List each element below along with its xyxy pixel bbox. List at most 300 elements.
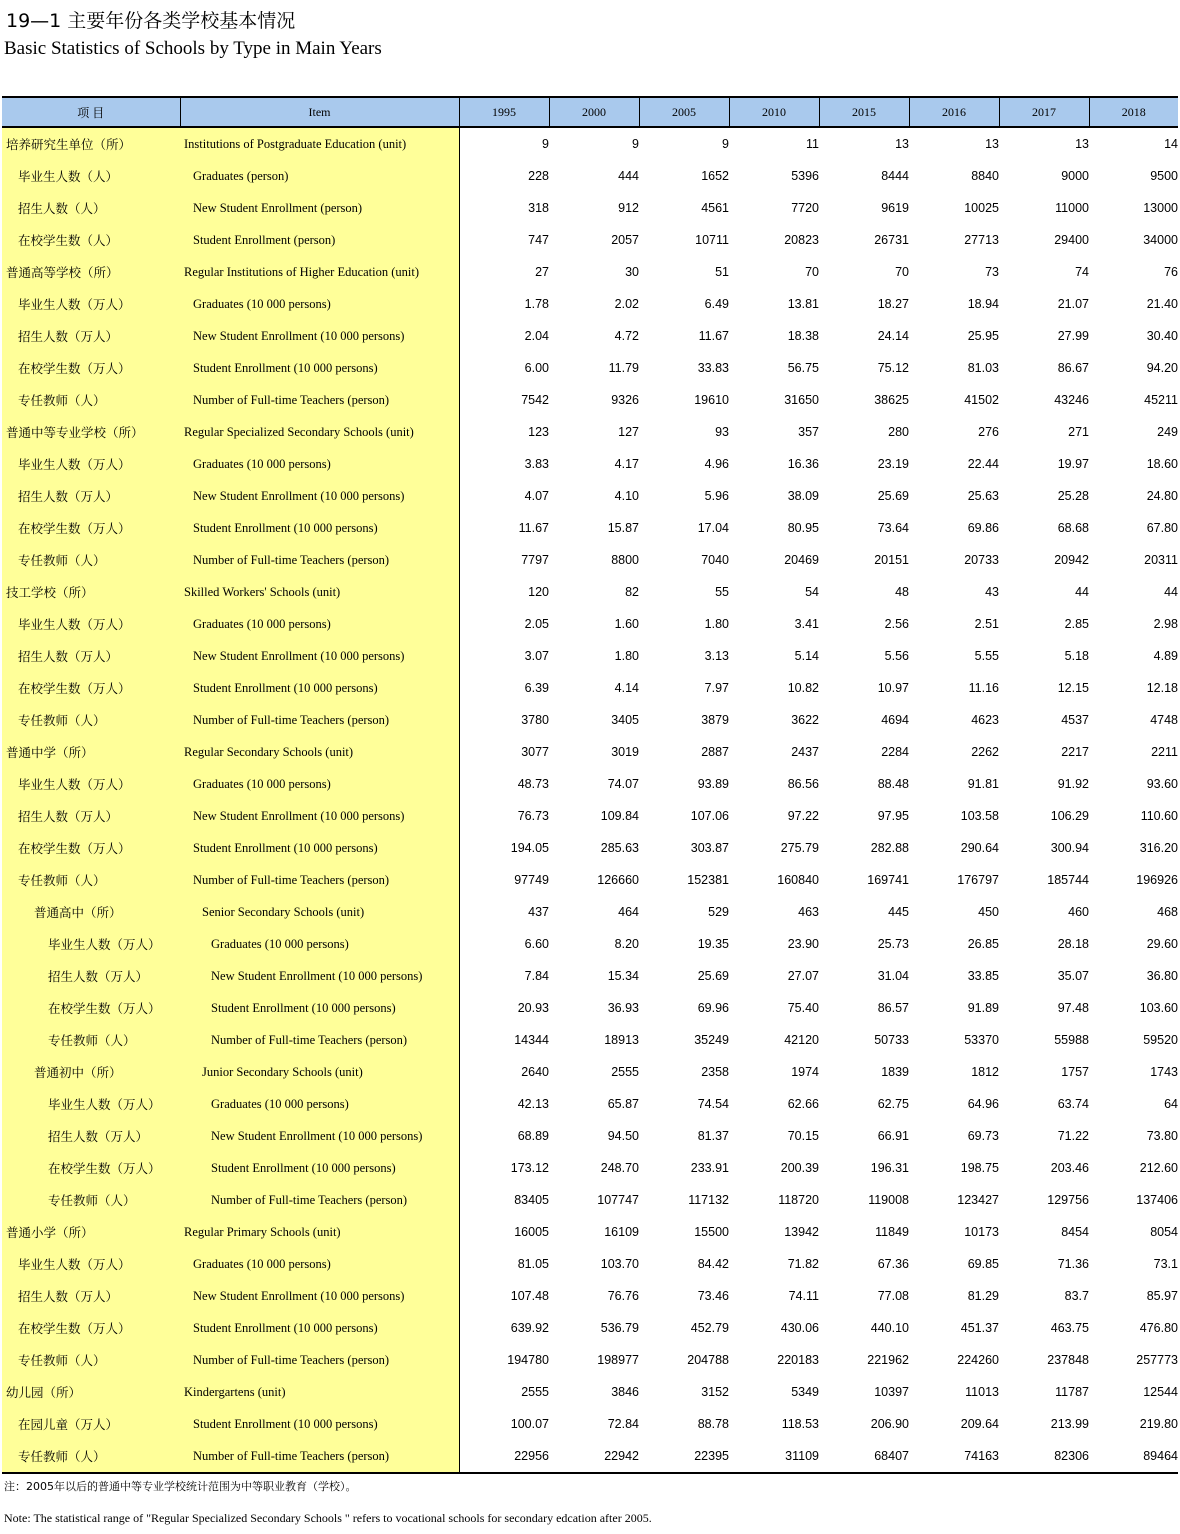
value-cell: 43246: [1054, 393, 1089, 407]
value-cell: 8054: [1150, 1225, 1178, 1239]
value-cell: 31109: [729, 1440, 819, 1473]
value-cell: 198.75: [960, 1161, 999, 1175]
value-cell: 10.82: [787, 681, 819, 695]
table-row: [2, 1184, 1178, 1216]
value-cell: 73.80: [1146, 1129, 1178, 1143]
value-cell: 5349: [791, 1385, 819, 1399]
value-cell: 9619: [881, 201, 909, 215]
value-cell: 10025: [964, 201, 999, 215]
table-row: [2, 864, 1178, 896]
value-cell: 196926: [1136, 873, 1178, 887]
row-label-cn: 专任教师（人）: [2, 704, 180, 736]
value-cell: 28.18: [1057, 937, 1089, 951]
value-cell: 1757: [1061, 1065, 1089, 1079]
value-cell: 21.07: [1057, 297, 1089, 311]
row-label-en: Student Enrollment (10 000 persons): [180, 992, 459, 1024]
value-cell: 4.96: [704, 457, 729, 471]
value-cell: 3879: [701, 713, 729, 727]
value-cell: 2640: [521, 1065, 549, 1079]
value-cell: 285.63: [600, 841, 639, 855]
value-cell: 248.70: [600, 1161, 639, 1175]
value-cell: 42.13: [517, 1097, 549, 1111]
value-cell: 7542: [521, 393, 549, 407]
value-cell: 33.85: [967, 969, 999, 983]
value-cell: 73.64: [877, 521, 909, 535]
value-cell: 8800: [611, 553, 639, 567]
value-cell: 19.35: [697, 937, 729, 951]
value-cell: 18.60: [1146, 457, 1178, 471]
value-cell: 69.85: [967, 1257, 999, 1271]
value-cell: 48: [895, 585, 909, 599]
value-cell: 68407: [819, 1440, 909, 1473]
value-cell: 67.80: [1146, 521, 1178, 535]
value-cell: 13: [895, 137, 909, 151]
value-cell: 5.55: [974, 649, 999, 663]
value-cell: 45211: [1144, 393, 1178, 407]
value-cell: 118720: [778, 1193, 819, 1207]
value-cell: 4623: [971, 713, 999, 727]
value-cell: 23.90: [787, 937, 819, 951]
value-cell: 194780: [507, 1353, 549, 1367]
value-cell: 55: [715, 585, 729, 599]
value-cell: 276: [978, 425, 999, 439]
table-row: [2, 960, 1178, 992]
row-label-en: Student Enrollment (10 000 persons): [180, 512, 459, 544]
value-cell: 6.39: [524, 681, 549, 695]
value-cell: 94.50: [607, 1129, 639, 1143]
value-cell: 233.91: [690, 1161, 729, 1175]
row-label-cn: 普通初中（所）: [2, 1056, 180, 1088]
value-cell: 10397: [874, 1385, 909, 1399]
table-row: [2, 384, 1178, 416]
row-label-cn: 普通高中（所）: [2, 896, 180, 928]
value-cell: 3.83: [524, 457, 549, 471]
value-cell: 27.07: [787, 969, 819, 983]
value-cell: 120: [528, 585, 549, 599]
table-row: [2, 576, 1178, 608]
value-cell: 74: [1075, 265, 1089, 279]
value-cell: 62.66: [787, 1097, 819, 1111]
row-label-en: New Student Enrollment (10 000 persons): [180, 800, 459, 832]
row-label-en: Number of Full-time Teachers (person): [180, 544, 459, 576]
value-cell: 72.84: [607, 1417, 639, 1431]
value-cell: 19610: [694, 393, 729, 407]
row-label-en: Graduates (10 000 persons): [180, 1248, 459, 1280]
value-cell: 84.42: [697, 1257, 729, 1271]
value-cell: 31.04: [877, 969, 909, 983]
value-cell: 5.56: [884, 649, 909, 663]
value-cell: 5396: [791, 169, 819, 183]
value-cell: 20311: [1144, 553, 1178, 567]
header-year: 2016: [909, 97, 999, 127]
value-cell: 275.79: [780, 841, 819, 855]
value-cell: 13: [1075, 137, 1089, 151]
value-cell: 8.20: [614, 937, 639, 951]
table-row: [2, 320, 1178, 352]
value-cell: 152381: [687, 873, 729, 887]
value-cell: 106.29: [1050, 809, 1089, 823]
value-cell: 25.73: [877, 937, 909, 951]
value-cell: 69.96: [697, 1001, 729, 1015]
value-cell: 204788: [687, 1353, 729, 1367]
value-cell: 12.18: [1146, 681, 1178, 695]
value-cell: 7797: [521, 553, 549, 567]
row-label-cn: 在校学生数（万人）: [2, 352, 180, 384]
page-title-cn: 19—1 主要年份各类学校基本情况: [6, 10, 296, 32]
table-row: [2, 896, 1178, 928]
value-cell: 97.48: [1057, 1001, 1089, 1015]
value-cell: 1.78: [524, 297, 549, 311]
value-cell: 91.92: [1057, 777, 1089, 791]
value-cell: 70: [805, 265, 819, 279]
value-cell: 71.36: [1057, 1257, 1089, 1271]
header-year: 2017: [999, 97, 1089, 127]
value-cell: 224260: [957, 1353, 999, 1367]
value-cell: 70: [895, 265, 909, 279]
row-label-en: Student Enrollment (10 000 persons): [180, 672, 459, 704]
value-cell: 100.07: [510, 1417, 549, 1431]
value-cell: 75.40: [787, 1001, 819, 1015]
value-cell: 2057: [611, 233, 639, 247]
value-cell: 357: [798, 425, 819, 439]
row-label-en: Junior Secondary Schools (unit): [180, 1056, 459, 1088]
value-cell: 18.94: [967, 297, 999, 311]
row-label-cn: 毕业生人数（万人）: [2, 768, 180, 800]
value-cell: 11.79: [608, 361, 639, 375]
value-cell: 9000: [1061, 169, 1089, 183]
row-label-cn: 毕业生人数（万人）: [2, 608, 180, 640]
value-cell: 11849: [875, 1225, 909, 1239]
value-cell: 137406: [1136, 1193, 1178, 1207]
value-cell: 3405: [611, 713, 639, 727]
row-label-en: Student Enrollment (10 000 persons): [180, 1152, 459, 1184]
row-label-en: Regular Specialized Secondary Schools (unit): [180, 416, 459, 448]
value-cell: 639.92: [510, 1321, 549, 1335]
row-label-en: Graduates (10 000 persons): [180, 448, 459, 480]
value-cell: 44: [1164, 585, 1178, 599]
value-cell: 3152: [701, 1385, 729, 1399]
value-cell: 26731: [874, 233, 909, 247]
header-item-en: Item: [180, 97, 459, 127]
row-label-cn: 在校学生数（万人）: [2, 672, 180, 704]
value-cell: 54: [805, 585, 819, 599]
value-cell: 4537: [1061, 713, 1089, 727]
value-cell: 110.60: [1140, 809, 1178, 823]
row-label-en: New Student Enrollment (10 000 persons): [180, 480, 459, 512]
value-cell: 1.80: [614, 649, 639, 663]
table-row: [2, 992, 1178, 1024]
header-year: 2018: [1089, 97, 1178, 127]
value-cell: 213.99: [1050, 1417, 1089, 1431]
value-cell: 103.58: [960, 809, 999, 823]
value-cell: 2.51: [974, 617, 999, 631]
value-cell: 8444: [881, 169, 909, 183]
value-cell: 220183: [777, 1353, 819, 1367]
header-year: 2000: [549, 97, 639, 127]
value-cell: 249: [1157, 425, 1178, 439]
value-cell: 82: [625, 585, 639, 599]
row-label-cn: 毕业生人数（万人）: [2, 928, 180, 960]
value-cell: 444: [618, 169, 639, 183]
value-cell: 69.86: [967, 521, 999, 535]
table-row: [2, 416, 1178, 448]
value-cell: 2.02: [614, 297, 639, 311]
value-cell: 237848: [1047, 1353, 1089, 1367]
value-cell: 107.48: [510, 1289, 549, 1303]
value-cell: 3.41: [794, 617, 819, 631]
value-cell: 20151: [874, 553, 909, 567]
value-cell: 18.27: [877, 297, 909, 311]
value-cell: 86.57: [877, 1001, 909, 1015]
row-label-en: Number of Full-time Teachers (person): [180, 704, 459, 736]
row-label-en: New Student Enrollment (10 000 persons): [180, 640, 459, 672]
value-cell: 282.88: [870, 841, 909, 855]
value-cell: 29.60: [1146, 937, 1178, 951]
value-cell: 20469: [784, 553, 819, 567]
statistics-table: [2, 96, 1178, 1474]
value-cell: 3.07: [524, 649, 549, 663]
value-cell: 209.64: [960, 1417, 999, 1431]
value-cell: 16109: [604, 1225, 639, 1239]
value-cell: 437: [528, 905, 549, 919]
row-label-cn: 招生人数（万人）: [2, 320, 180, 352]
table-row: [2, 1088, 1178, 1120]
value-cell: 26.85: [967, 937, 999, 951]
value-cell: 13000: [1143, 201, 1178, 215]
value-cell: 97.95: [877, 809, 909, 823]
value-cell: 97749: [514, 873, 549, 887]
footnote-cn: 注：2005年以后的普通中等专业学校统计范围为中等职业教育（学校）。: [4, 1480, 357, 1493]
value-cell: 22942: [549, 1440, 639, 1473]
value-cell: 1974: [791, 1065, 819, 1079]
value-cell: 117132: [688, 1193, 729, 1207]
value-cell: 176797: [957, 873, 999, 887]
value-cell: 30: [625, 265, 639, 279]
value-cell: 76.76: [607, 1289, 639, 1303]
row-label-en: Number of Full-time Teachers (person): [180, 1344, 459, 1376]
value-cell: 2.98: [1153, 617, 1178, 631]
value-cell: 27.99: [1057, 329, 1089, 343]
value-cell: 107.06: [690, 809, 729, 823]
value-cell: 4.14: [614, 681, 639, 695]
row-label-en: Graduates (10 000 persons): [180, 288, 459, 320]
row-label-cn: 专任教师（人）: [2, 1440, 180, 1473]
value-cell: 9326: [611, 393, 639, 407]
row-label-cn: 招生人数（万人）: [2, 800, 180, 832]
value-cell: 22956: [459, 1440, 549, 1473]
value-cell: 62.75: [877, 1097, 909, 1111]
value-cell: 2437: [791, 745, 819, 759]
value-cell: 71.82: [787, 1257, 819, 1271]
table-body: [2, 127, 1178, 1473]
value-cell: 463: [798, 905, 819, 919]
value-cell: 21.40: [1146, 297, 1178, 311]
value-cell: 109.84: [600, 809, 639, 823]
value-cell: 15500: [694, 1225, 729, 1239]
row-label-en: New Student Enrollment (10 000 persons): [180, 1280, 459, 1312]
value-cell: 8840: [971, 169, 999, 183]
value-cell: 203.46: [1050, 1161, 1089, 1175]
value-cell: 212.60: [1139, 1161, 1178, 1175]
value-cell: 126660: [597, 873, 639, 887]
table-row: [2, 1216, 1178, 1248]
value-cell: 4.17: [614, 457, 639, 471]
row-label-en: Number of Full-time Teachers (person): [180, 1184, 459, 1216]
value-cell: 9: [632, 137, 639, 151]
value-cell: 11.67: [518, 521, 549, 535]
value-cell: 221962: [867, 1353, 909, 1367]
value-cell: 2.05: [524, 617, 549, 631]
table-row: [2, 672, 1178, 704]
value-cell: 13942: [784, 1225, 819, 1239]
value-cell: 74.54: [697, 1097, 729, 1111]
value-cell: 59520: [1143, 1033, 1178, 1047]
value-cell: 450: [978, 905, 999, 919]
value-cell: 25.28: [1057, 489, 1089, 503]
value-cell: 1.60: [614, 617, 639, 631]
value-cell: 1652: [701, 169, 729, 183]
table-row: [2, 736, 1178, 768]
row-label-cn: 招生人数（万人）: [2, 640, 180, 672]
row-label-cn: 毕业生人数（万人）: [2, 448, 180, 480]
value-cell: 10173: [964, 1225, 999, 1239]
value-cell: 463.75: [1050, 1321, 1089, 1335]
value-cell: 7720: [791, 201, 819, 215]
value-cell: 1.80: [704, 617, 729, 631]
value-cell: 38.09: [787, 489, 819, 503]
table-row: [2, 704, 1178, 736]
table-row: [2, 160, 1178, 192]
row-label-en: Student Enrollment (10 000 persons): [180, 832, 459, 864]
value-cell: 81.05: [517, 1257, 549, 1271]
value-cell: 123: [528, 425, 549, 439]
table-row: [2, 768, 1178, 800]
value-cell: 468: [1157, 905, 1178, 919]
table-row: [2, 127, 1178, 160]
row-label-cn: 普通小学（所）: [2, 1216, 180, 1248]
value-cell: 118.53: [781, 1417, 819, 1431]
value-cell: 107747: [597, 1193, 639, 1207]
value-cell: 19.97: [1057, 457, 1089, 471]
row-label-en: Regular Primary Schools (unit): [180, 1216, 459, 1248]
value-cell: 22.44: [967, 457, 999, 471]
value-cell: 13: [985, 137, 999, 151]
table-row: [2, 1312, 1178, 1344]
value-cell: 88.78: [697, 1417, 729, 1431]
row-label-cn: 普通中等专业学校（所）: [2, 416, 180, 448]
value-cell: 86.67: [1057, 361, 1089, 375]
row-label-cn: 在校学生数（人）: [2, 224, 180, 256]
value-cell: 536.79: [600, 1321, 639, 1335]
row-label-en: Number of Full-time Teachers (person): [180, 864, 459, 896]
value-cell: 64.96: [967, 1097, 999, 1111]
value-cell: 196.31: [870, 1161, 909, 1175]
table-row: [2, 224, 1178, 256]
value-cell: 18.38: [787, 329, 819, 343]
table-row: [2, 1344, 1178, 1376]
value-cell: 6.49: [704, 297, 729, 311]
value-cell: 73.1: [1153, 1257, 1178, 1271]
value-cell: 83.7: [1064, 1289, 1089, 1303]
value-cell: 2217: [1061, 745, 1089, 759]
value-cell: 44: [1075, 585, 1089, 599]
value-cell: 11787: [1055, 1385, 1089, 1399]
value-cell: 127: [618, 425, 639, 439]
value-cell: 23.19: [877, 457, 909, 471]
row-label-en: Graduates (person): [180, 160, 459, 192]
table-row: [2, 928, 1178, 960]
row-label-cn: 专任教师（人）: [2, 1344, 180, 1376]
value-cell: 56.75: [787, 361, 819, 375]
value-cell: 65.87: [607, 1097, 639, 1111]
value-cell: 7.84: [524, 969, 549, 983]
value-cell: 290.64: [960, 841, 999, 855]
row-label-cn: 专任教师（人）: [2, 544, 180, 576]
row-label-en: Student Enrollment (10 000 persons): [180, 1312, 459, 1344]
value-cell: 81.29: [967, 1289, 999, 1303]
value-cell: 73.46: [697, 1289, 729, 1303]
table-row: [2, 1440, 1178, 1473]
value-cell: 55988: [1054, 1033, 1089, 1047]
value-cell: 31650: [784, 393, 819, 407]
value-cell: 81.37: [697, 1129, 729, 1143]
row-label-en: Number of Full-time Teachers (person): [180, 384, 459, 416]
value-cell: 20823: [784, 233, 819, 247]
row-label-cn: 在校学生数（万人）: [2, 1152, 180, 1184]
value-cell: 747: [528, 233, 549, 247]
value-cell: 66.91: [877, 1129, 909, 1143]
value-cell: 318: [528, 201, 549, 215]
row-label-cn: 培养研究生单位（所）: [2, 127, 180, 160]
value-cell: 2.85: [1064, 617, 1089, 631]
row-label-en: Student Enrollment (10 000 persons): [180, 352, 459, 384]
value-cell: 5.96: [704, 489, 729, 503]
value-cell: 3019: [611, 745, 639, 759]
row-label-en: New Student Enrollment (10 000 persons): [180, 320, 459, 352]
value-cell: 3622: [791, 713, 819, 727]
value-cell: 2262: [971, 745, 999, 759]
value-cell: 17.04: [697, 521, 729, 535]
row-label-en: Graduates (10 000 persons): [180, 608, 459, 640]
value-cell: 464: [618, 905, 639, 919]
value-cell: 38625: [874, 393, 909, 407]
value-cell: 68.89: [517, 1129, 549, 1143]
value-cell: 8454: [1061, 1225, 1089, 1239]
row-label-en: Graduates (10 000 persons): [180, 928, 459, 960]
row-label-cn: 专任教师（人）: [2, 384, 180, 416]
header-year: 1995: [459, 97, 549, 127]
value-cell: 12544: [1143, 1385, 1178, 1399]
value-cell: 445: [888, 905, 909, 919]
value-cell: 14344: [514, 1033, 549, 1047]
value-cell: 15.87: [607, 521, 639, 535]
value-cell: 86.56: [787, 777, 819, 791]
row-label-cn: 毕业生人数（万人）: [2, 1248, 180, 1280]
value-cell: 9: [722, 137, 729, 151]
value-cell: 4.72: [614, 329, 639, 343]
value-cell: 452.79: [690, 1321, 729, 1335]
row-label-cn: 招生人数（万人）: [2, 1280, 180, 1312]
value-cell: 20942: [1054, 553, 1089, 567]
row-label-en: Graduates (10 000 persons): [180, 768, 459, 800]
table-row: [2, 1120, 1178, 1152]
value-cell: 20.93: [517, 1001, 549, 1015]
value-cell: 80.95: [787, 521, 819, 535]
value-cell: 50733: [874, 1033, 909, 1047]
table-row: [2, 1408, 1178, 1440]
table-row: [2, 448, 1178, 480]
value-cell: 103.60: [1139, 1001, 1178, 1015]
